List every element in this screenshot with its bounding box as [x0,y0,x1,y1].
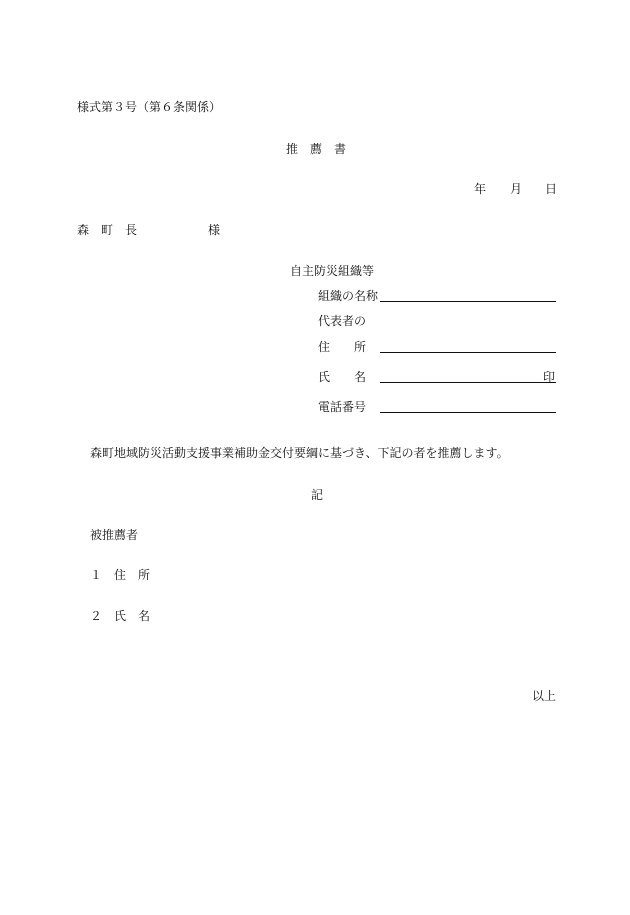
nominee-address-item: １ 住 所 [90,568,151,582]
person-name-field[interactable] [380,382,556,383]
closing: 以上 [532,689,557,703]
document-title: 推 薦 書 [286,142,347,156]
note-heading: 記 [311,488,324,502]
nominee-heading: 被推薦者 [90,528,139,542]
address-label: 住 所 [318,340,367,354]
representative-label: 代表者の [318,314,367,328]
addressee-name: 森 町 長 [77,223,138,237]
organization-name-label: 組織の名称 [318,289,379,303]
body-text: 森町地域防災活動支援事業補助金交付要綱に基づき、下記の者を推薦します。 [90,446,509,460]
nominee-name-item: ２ 氏 名 [90,609,151,623]
seal-mark: 印 [543,370,556,384]
day-label: 日 [545,182,558,196]
addressee-honorific: 様 [208,223,221,237]
month-label: 月 [510,182,523,196]
organization-name-field[interactable] [380,301,556,302]
year-label: 年 [474,182,487,196]
phone-field[interactable] [380,412,556,413]
organization-heading: 自主防災組織等 [290,264,375,278]
person-name-label: 氏 名 [318,370,367,384]
address-field[interactable] [380,352,556,353]
form-number: 様式第３号（第６条関係） [77,100,222,114]
phone-label: 電話番号 [318,400,367,414]
